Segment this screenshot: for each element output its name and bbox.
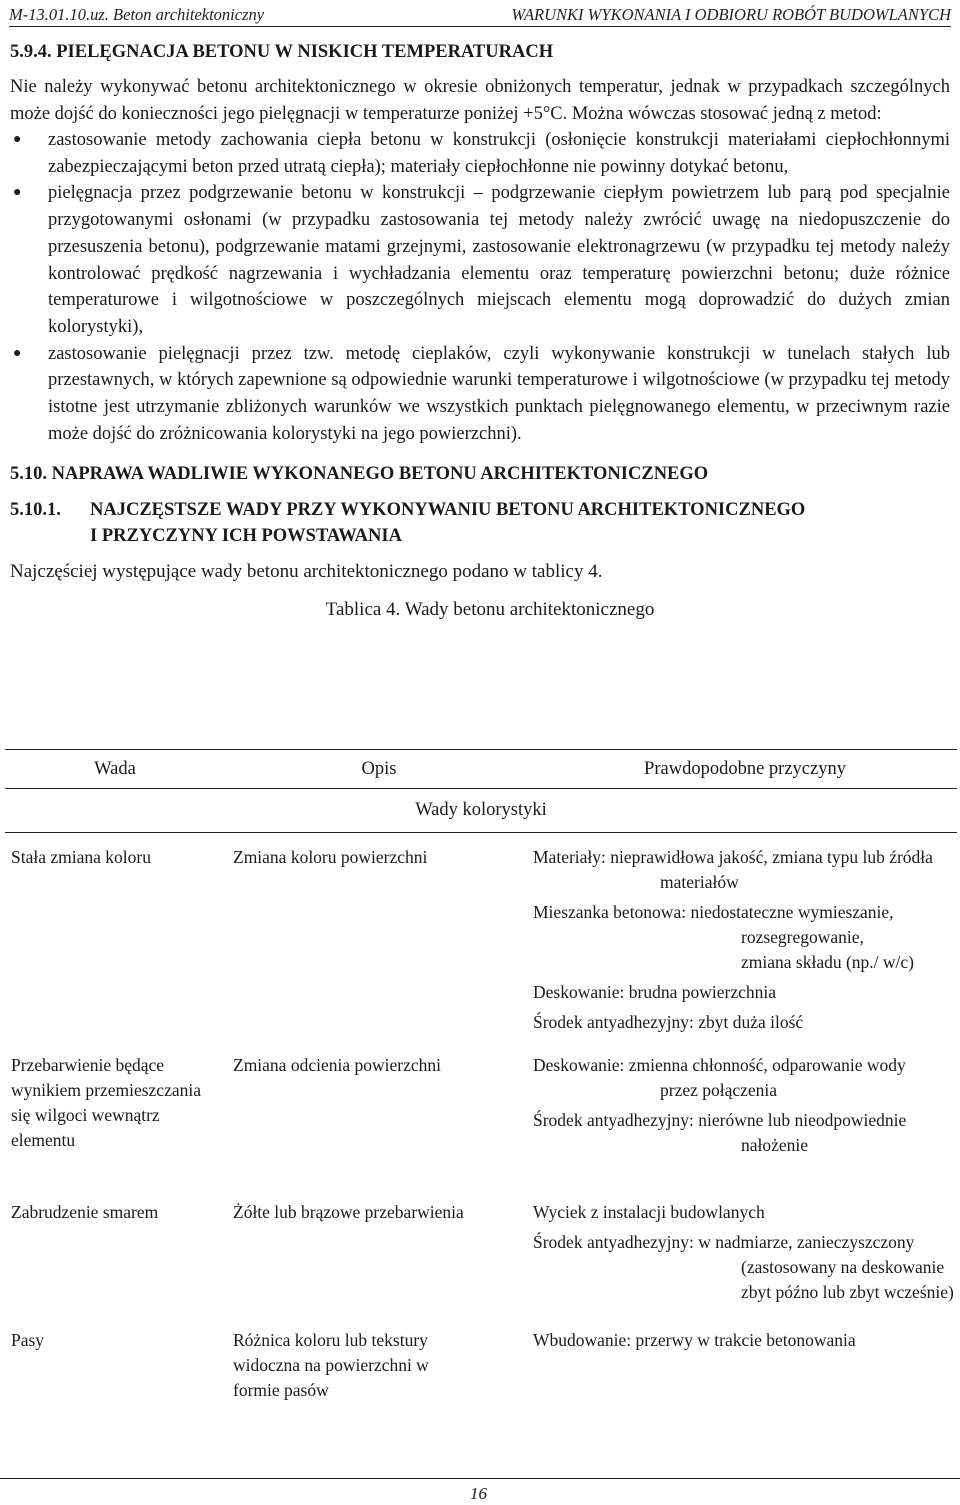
cause-label: Wyciek z instalacji budowlanych [533, 1202, 765, 1222]
defect-description: Zmiana odcienia powierzchni [233, 1055, 441, 1075]
page-content [10, 40, 950, 623]
cause-label: Środek antyadhezyjny: [533, 1012, 694, 1032]
cause-label: Deskowanie: [533, 982, 625, 1002]
section-heading: 5.10. NAPRAWA WADLIWIE WYKONANEGO BETONU ARCHITEKTONICZNEGO [10, 464, 709, 485]
cause-label: Deskowanie: [533, 1055, 625, 1075]
defect-description: Różnica koloru lub tekstury widoczna na powierzchni w formie pasów [233, 1330, 429, 1400]
cause-continuation: materiałów [660, 872, 739, 892]
cause-text: brudna powierzchnia [628, 982, 776, 1002]
table-caption: Tablica 4. Wady betonu architektonicznego [325, 599, 655, 621]
header-section-name: WARUNKI WYKONANIA I ODBIORU ROBÓT BUDOWLANYCH [511, 5, 951, 24]
cause-text: nierówne lub nieodpowiednie [698, 1110, 907, 1130]
header-cell-wada: Wada [5, 750, 225, 789]
defect-causes [533, 1188, 957, 1316]
header-cell-opis: Opis [225, 750, 533, 789]
defect-name: Przebarwienie będące wynikiem przemieszczania się wilgoci wewnątrz elementu [11, 1055, 201, 1150]
subsection-number: 5.10.1. [10, 500, 61, 521]
section-paragraph: Nie należy wykonywać betonu architektonicznego w okresie obniżonych temperatur, jednak w przypadkach szczególnych może dojść do konieczności jego pielęgnacji w temperaturze poniżej +5°C. Można wówczas stosować jedną z metod: [10, 77, 950, 124]
table-row [5, 1188, 957, 1316]
cause-continuation: przez połączenia [660, 1080, 778, 1100]
table-body [5, 833, 957, 1449]
cause-item [533, 1010, 957, 1035]
defect-causes [533, 833, 957, 1042]
bullet-icon: ● [13, 185, 22, 201]
group-label: Wady kolorystyki [5, 789, 957, 833]
page-header [9, 4, 951, 27]
cause-label: Materiały: [533, 847, 606, 867]
cause-item [533, 1108, 957, 1158]
subsection-heading [10, 497, 950, 549]
table-row [5, 833, 957, 1042]
cause-item [533, 1200, 957, 1225]
cause-item [533, 845, 957, 895]
cause-text: zbyt duża ilość [698, 1012, 804, 1032]
page-number: 16 [470, 1484, 487, 1503]
cause-label: Mieszanka betonowa: [533, 902, 687, 922]
list-item: ● zastosowanie metody zachowania ciepła betonu w konstrukcji (osłonięcie konstrukcji materiałami ciepłochłonnymi zabezpieczającymi beton przed utratą ciepła); materiały ciepłochłonne nie powinny dotykać betonu, [10, 127, 950, 180]
cause-item [533, 1230, 957, 1305]
cause-text: niedostateczne wymieszanie, [690, 902, 894, 922]
cause-label: Środek antyadhezyjny: [533, 1232, 694, 1252]
page-footer-rule [0, 1478, 960, 1479]
subsection-title-line1: NAJCZĘSTSZE WADY PRZY WYKONYWANIU BETONU ARCHITEKTONICZNEGO [90, 500, 806, 521]
subsection-title-line2: I PRZYCZYNY ICH POWSTAWANIA [90, 526, 402, 547]
defect-name: Stała zmiana koloru [11, 847, 151, 867]
bullet-icon: ● [13, 345, 22, 361]
defect-causes [533, 1316, 957, 1448]
header-cell-przyczyny: Prawdopodobne przyczyny [533, 750, 957, 789]
list-item: ● zastosowanie pielęgnacji przez tzw. metodę cieplaków, czyli wykonywanie konstrukcji w tunelach stałych lub przestawnych, w których zapewnione są odpowiednie warunki temperaturowe i wilgotnościowe (w przypadku tej metody istotne jest utrzymanie zbliżonych warunków we wszystkich punktach pielęgnowanego elementu, w przeciwnym razie może dojść do zróżnicowania kolorystyki na jego powierzchni). [10, 341, 950, 448]
defect-causes [533, 1041, 957, 1188]
bullet-icon: ● [13, 132, 22, 147]
table-group-row [5, 789, 957, 833]
header-document-code: M-13.01.10.uz. Beton architektoniczny [9, 5, 265, 24]
table-row [5, 1316, 957, 1448]
cause-continuation: (zastosowany na deskowanie zbyt późno lub zbyt wcześnie) [741, 1257, 954, 1302]
cause-item [533, 900, 957, 975]
table-header-row [5, 750, 957, 789]
cause-text: nieprawidłowa jakość, zmiana typu lub źródła [610, 847, 933, 867]
list-item: ● pielęgnacja przez podgrzewanie betonu w konstrukcji – podgrzewanie ciepłym powietrzem lub parą pod specjalnie przygotowanymi osłonami (w przypadku zastosowania tej metody należy zwrócić uwagę na niedopuszczenie do przesuszenia betonu), podgrzewanie matami grzejnymi, zastosowanie elektronagrzewu (w przypadku tej metody należy kontrolować prędkość nagrzewania i wychładzania elementu oraz temperaturę powierzchni betonu; duże różnice temperaturowe i wilgotnościowe w poszczególnych miejscach elementu mogą doprowadzić do dużych zmian kolorystyki), [10, 180, 950, 340]
table-intro: Najczęściej występujące wady betonu architektonicznego podano w tablicy 4. [10, 561, 603, 583]
defect-description: Żółte lub brązowe przebarwienia [233, 1202, 464, 1222]
defect-name: Pasy [11, 1330, 45, 1350]
cause-continuation: nałożenie [741, 1135, 809, 1155]
cause-item [533, 980, 957, 1005]
cause-text: przerwy w trakcie betonowania [635, 1330, 856, 1350]
defects-table [5, 749, 957, 1448]
defect-description: Zmiana koloru powierzchni [233, 847, 428, 867]
table-row [5, 1041, 957, 1188]
cause-item [533, 1328, 957, 1353]
cause-continuation: rozsegregowanie, zmiana składu (np./ w/c) [741, 927, 915, 972]
cause-label: Wbudowanie: [533, 1330, 632, 1350]
cause-text: w nadmiarze, zanieczyszczony [698, 1232, 915, 1252]
section-title: 5.9.4. PIELĘGNACJA BETONU W NISKICH TEMPERATURACH [10, 42, 554, 62]
defect-name: Zabrudzenie smarem [11, 1202, 159, 1222]
cause-label: Środek antyadhezyjny: [533, 1110, 694, 1130]
cause-item [533, 1053, 957, 1103]
cause-text: zmienna chłonność, odparowanie wody [628, 1055, 906, 1075]
methods-list [10, 127, 950, 447]
